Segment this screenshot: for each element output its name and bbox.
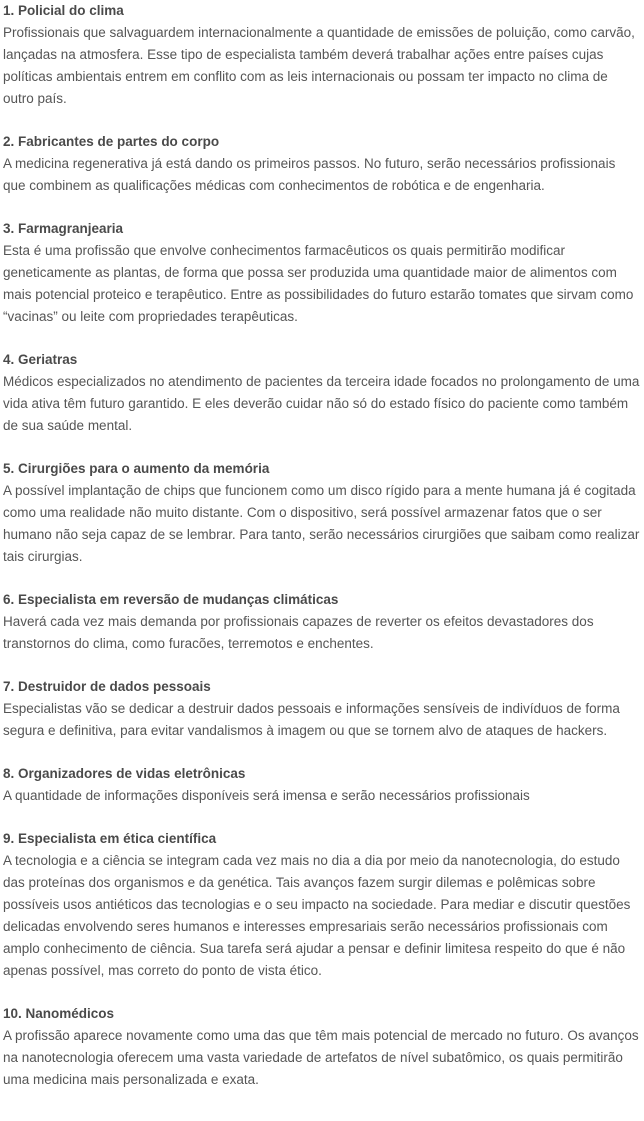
section-reversao-mudancas-climaticas	[3, 589, 641, 655]
section-title: 7. Destruidor de dados pessoais	[3, 679, 211, 694]
section-farmagranjearia	[3, 218, 641, 328]
section-text: A quantidade de informações disponíveis será imensa e serão necessários profissionais	[3, 788, 530, 803]
section-text: A profissão aparece novamente como uma das que têm mais potencial de mercado no futuro. Os avanços na nanotecnologia oferecem uma vasta variedade de artefatos de nível subatômico, os quais permitirão uma medicina mais personalizada e exata.	[3, 1028, 639, 1087]
section-title: 2. Fabricantes de partes do corpo	[3, 134, 220, 149]
section-text: Esta é uma profissão que envolve conhecimentos farmacêuticos os quais permitirão modificar geneticamente as plantas, de forma que possa ser produzida uma quantidade maior de alimentos com mais potencial proteico e terapêutico. Entre as possibilidades do futuro estarão tomates que sirvam como “vacinas” ou leite com propriedades terapêuticas.	[3, 243, 634, 324]
section-title: 10. Nanomédicos	[3, 1006, 115, 1021]
section-cirurgioes-memoria	[3, 458, 641, 568]
section-title: 9. Especialista em ética científica	[3, 831, 217, 846]
section-text: Profissionais que salvaguardem internacionalmente a quantidade de emissões de poluição, como carvão, lançadas na atmosfera. Esse tipo de especialista também deverá trabalhar ações entre países cujas políticas ambientais entrem em conflito com as leis internacionais ou possam ter impacto no clima de outro país.	[3, 25, 635, 106]
section-text: Médicos especializados no atendimento de pacientes da terceira idade focados no prolongamento de uma vida ativa têm futuro garantido. E eles deverão cuidar não só do estado físico do paciente como também de sua saúde mental.	[3, 374, 640, 433]
section-title: 1. Policial do clima	[3, 3, 124, 18]
section-geriatras	[3, 349, 641, 437]
section-title: 3. Farmagranjearia	[3, 221, 124, 236]
section-etica-cientifica	[3, 828, 641, 982]
section-title: 5. Cirurgiões para o aumento da memória	[3, 461, 270, 476]
section-fabricantes-de-partes-do-corpo	[3, 131, 641, 197]
section-text: Haverá cada vez mais demanda por profissionais capazes de reverter os efeitos devastadores dos transtornos do clima, como furacões, terremotos e enchentes.	[3, 614, 594, 651]
section-title: 4. Geriatras	[3, 352, 78, 367]
section-text: A possível implantação de chips que funcionem como um disco rígido para a mente humana já é cogitada como uma realidade não muito distante. Com o dispositivo, será possível armazenar fatos que o ser humano não seja capaz de se lembrar. Para tanto, serão necessários cirurgiões que saibam como realizar tais cirurgias.	[3, 483, 640, 564]
section-text: A medicina regenerativa já está dando os primeiros passos. No futuro, serão necessários profissionais que combinem as qualificações médicas com conhecimentos de robótica e de engenharia.	[3, 156, 616, 193]
section-organizadores-vidas-eletronicas	[3, 763, 641, 807]
section-text: Especialistas vão se dedicar a destruir dados pessoais e informações sensíveis de indivíduos de forma segura e definitiva, para evitar vandalismos à imagem ou que se tornem alvo de ataques de hackers.	[3, 701, 620, 738]
section-nanomedicos	[3, 1003, 641, 1091]
section-destruidor-de-dados	[3, 676, 641, 742]
section-text: A tecnologia e a ciência se integram cada vez mais no dia a dia por meio da nanotecnologia, do estudo das proteínas dos organismos e da genética. Tais avanços fazem surgir dilemas e polêmicas sobre possíveis usos antiéticos das tecnologias e o seu impacto na sociedade. Para mediar e discutir questões delicadas envolvendo seres humanos e interesses empresariais serão necessários profissionais com amplo conhecimento de ciência. Sua tarefa será ajudar a pensar e definir limitesa respeito do que é não apenas possível, mas correto do ponto de vista ético.	[3, 853, 631, 978]
section-policial-do-clima	[3, 0, 641, 110]
section-title: 8. Organizadores de vidas eletrônicas	[3, 766, 246, 781]
section-title: 6. Especialista em reversão de mudanças climáticas	[3, 592, 339, 607]
